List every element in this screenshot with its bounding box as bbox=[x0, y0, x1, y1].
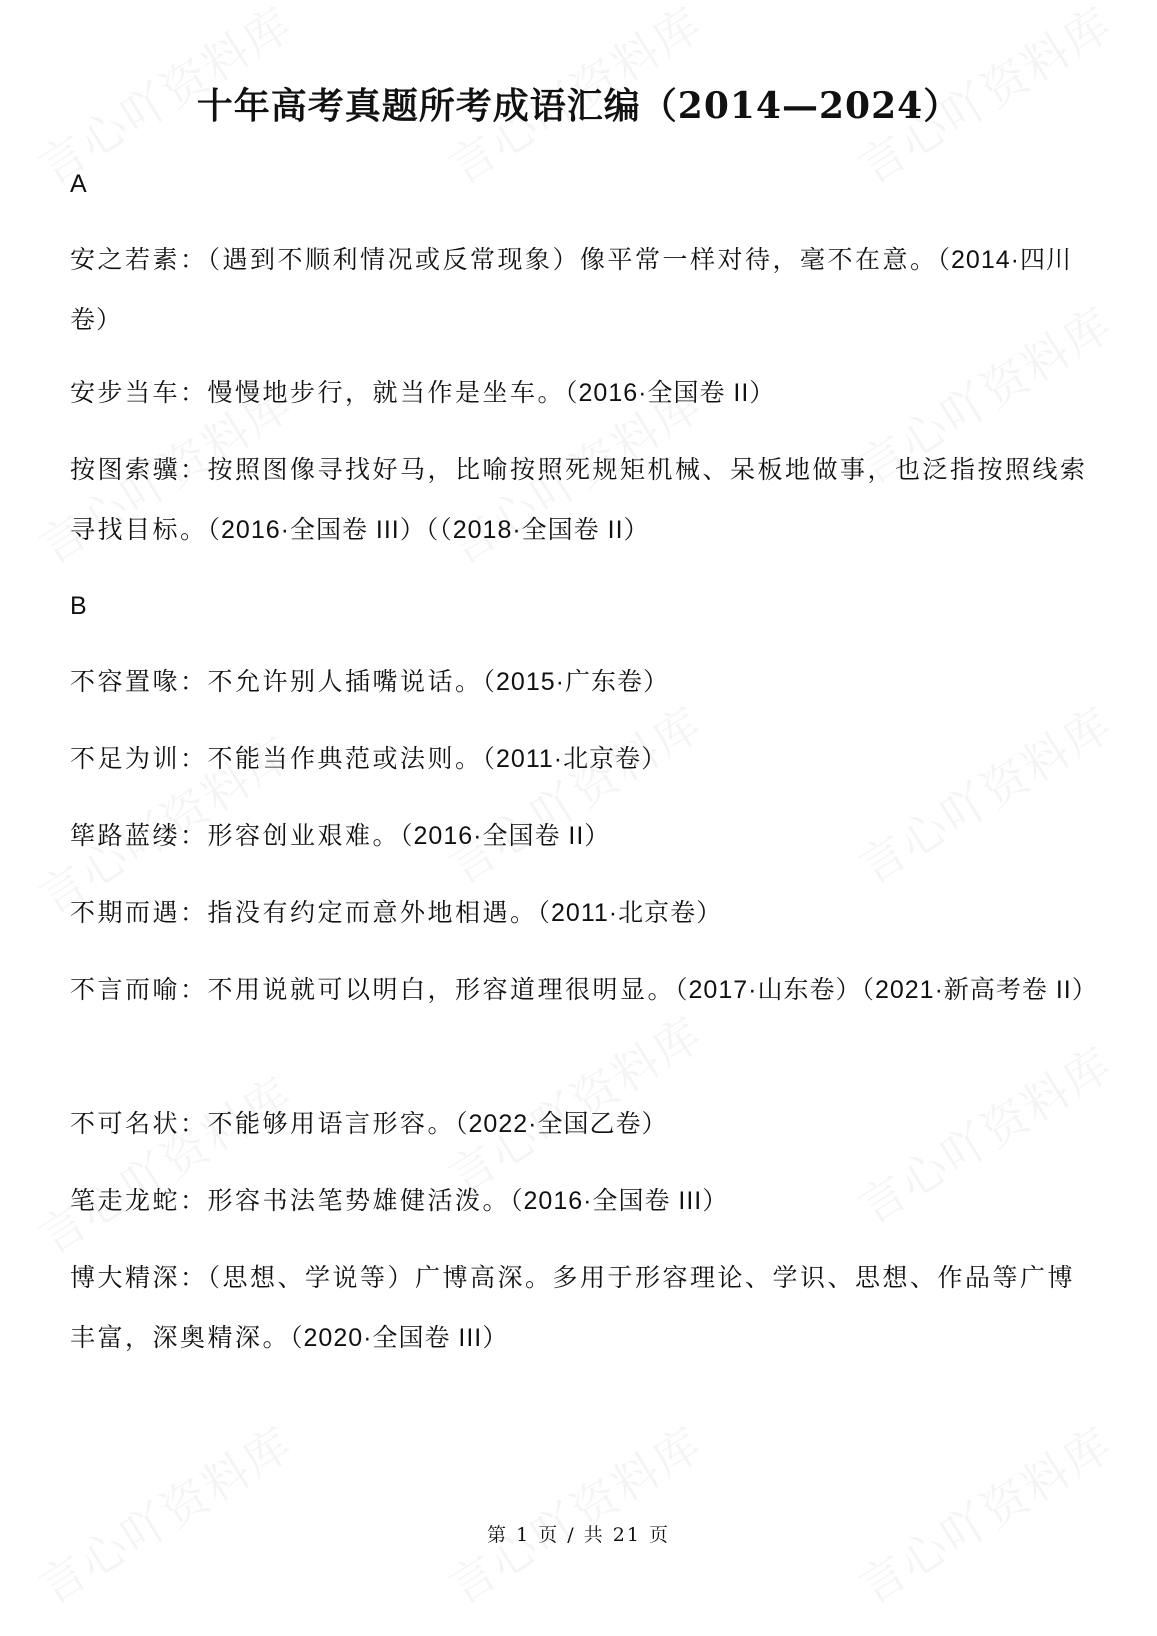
idiom-term: 笔走龙蛇： bbox=[70, 1186, 208, 1215]
watermark bbox=[844, 689, 1123, 898]
idiom-term: 安之若素： bbox=[70, 245, 208, 274]
idiom-entry bbox=[70, 883, 1100, 943]
idiom-entry bbox=[70, 440, 1100, 560]
idiom-entry bbox=[70, 1171, 1100, 1231]
section-letter-a: A bbox=[70, 170, 87, 198]
idiom-entry bbox=[70, 960, 1100, 1020]
idiom-source: （2022·全国乙卷） bbox=[455, 1110, 668, 1138]
idiom-term: 不足为训： bbox=[70, 744, 208, 773]
idiom-definition: （思想、学说等）广博高深。多用于形容理论、学识、思想、作品等广博丰富，深奥精深。 bbox=[70, 1263, 1076, 1352]
idiom-term: 筚路蓝缕： bbox=[70, 821, 208, 850]
page-title: 十年高考真题所考成语汇编（2014—2024） bbox=[196, 85, 961, 127]
idiom-term: 不期而遇： bbox=[70, 898, 208, 927]
idiom-term: 博大精深： bbox=[70, 1263, 208, 1292]
idiom-definition: 形容创业艰难。 bbox=[207, 821, 401, 850]
idiom-definition: （遇到不顺利情况或反常现象）像平常一样对待，毫不在意。 bbox=[207, 245, 938, 274]
watermark bbox=[844, 1409, 1123, 1618]
watermark bbox=[24, 1059, 303, 1268]
idiom-entry bbox=[70, 1248, 1100, 1368]
idiom-definition: 慢慢地步行，就当作是坐车。 bbox=[207, 378, 566, 407]
idiom-source: （2016·全国卷 III）（（2018·全国卷 II） bbox=[207, 516, 650, 544]
idiom-entry bbox=[70, 806, 1100, 866]
idiom-source: （2011·北京卷） bbox=[482, 745, 668, 773]
watermark bbox=[434, 1409, 713, 1618]
page-footer: 第 1 页 / 共 21 页 bbox=[487, 1524, 670, 1546]
idiom-definition: 形容书法笔势雄健活泼。 bbox=[207, 1186, 511, 1215]
idiom-source: （2016·全国卷 II） bbox=[400, 822, 611, 850]
idiom-definition: 不允许别人插嘴说话。 bbox=[207, 667, 483, 696]
idiom-entry bbox=[70, 652, 1100, 712]
section-letter-b: B bbox=[70, 592, 87, 620]
idiom-entry bbox=[70, 363, 1100, 423]
idiom-term: 不言而喻： bbox=[70, 975, 208, 1004]
idiom-source: （2017·山东卷）（2021·新高考卷 II） bbox=[675, 976, 1098, 1004]
idiom-definition: 按照图像寻找好马，比喻按照死规矩机械、呆板地做事，也泛指按照线索寻找目标。 bbox=[70, 455, 1088, 544]
idiom-term: 不可名状： bbox=[70, 1109, 208, 1138]
idiom-definition: 不用说就可以明白，形容道理很明显。 bbox=[207, 975, 676, 1004]
idiom-definition: 不能当作典范或法则。 bbox=[207, 744, 483, 773]
idiom-source: （2020·全国卷 III） bbox=[290, 1324, 509, 1352]
idiom-term: 不容置喙： bbox=[70, 667, 208, 696]
watermark bbox=[24, 1409, 303, 1618]
idiom-source: （2015·广东卷） bbox=[482, 668, 669, 696]
idiom-definition: 指没有约定而意外地相遇。 bbox=[207, 898, 538, 927]
idiom-term: 按图索骥： bbox=[70, 455, 208, 484]
idiom-source: （2016·全国卷 II） bbox=[565, 379, 776, 407]
idiom-entry bbox=[70, 1094, 1100, 1154]
idiom-entry bbox=[70, 230, 1100, 350]
idiom-source: （2016·全国卷 III） bbox=[510, 1187, 729, 1215]
idiom-term: 安步当车： bbox=[70, 378, 208, 407]
watermark bbox=[434, 689, 713, 898]
idiom-source: （2014·四川卷） bbox=[70, 246, 1072, 334]
idiom-entry bbox=[70, 729, 1100, 789]
idiom-definition: 不能够用语言形容。 bbox=[207, 1109, 456, 1138]
idiom-source: （2011·北京卷） bbox=[537, 899, 723, 927]
